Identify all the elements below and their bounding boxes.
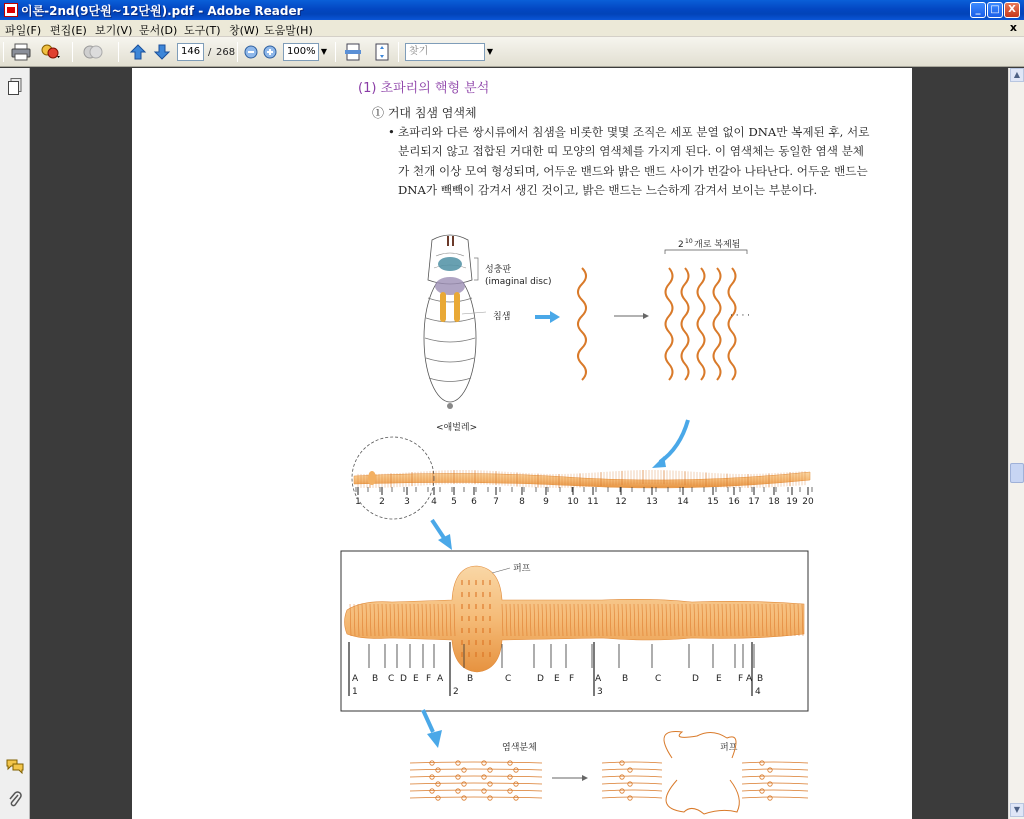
strand-coil (620, 761, 624, 765)
menu-edit[interactable]: 편집(E) (50, 24, 87, 37)
larva-caption: <애벌레> (436, 423, 478, 433)
band-letter: B (467, 674, 474, 684)
detail-arrow (423, 710, 433, 732)
strand-coil (462, 782, 466, 786)
paragraph-line: 초파리와 다른 쌍시류에서 침샘을 비롯한 몇몇 조직은 세포 분열 없이 DNA만 복제된 후, 서로 (398, 125, 870, 139)
strand-coil (514, 768, 518, 772)
paragraph-line: 분리되지 않고 접합된 거대한 띠 모양의 염색체를 가지게 된다. 이 염색체는 동일한 염색 분체 (398, 144, 864, 158)
zoom-in-icon[interactable] (263, 45, 277, 59)
band-letter: A (746, 674, 753, 684)
strand (410, 783, 542, 784)
maximize-button[interactable]: □ (987, 2, 1003, 18)
chromosome-figure (132, 68, 912, 819)
replication-label-base: 2 (678, 240, 684, 250)
toolbar (0, 37, 1024, 67)
chromatid-label: 염색분체 (502, 743, 537, 753)
division-number: 15 (707, 497, 719, 507)
menu-tools[interactable]: 도구(T) (184, 24, 221, 37)
strand-coil (768, 782, 772, 786)
strand (410, 797, 542, 798)
chromatid-strands (410, 761, 808, 800)
document-viewport[interactable] (30, 68, 1008, 819)
division-number: 14 (677, 497, 689, 507)
strand (410, 769, 542, 770)
salivary-gland-label: 침샘 (493, 312, 511, 322)
menu-window[interactable]: 창(W) (229, 24, 260, 37)
strand-coil (482, 761, 486, 765)
division-number: 6 (471, 497, 477, 507)
division-number: 10 (567, 497, 579, 507)
minimize-button[interactable]: _ (970, 2, 986, 18)
larva-illustration (424, 235, 486, 409)
band-letter: D (400, 674, 407, 684)
strand-coil (456, 761, 460, 765)
navigation-pane (0, 68, 30, 819)
band-letter: E (716, 674, 722, 684)
imaginal-disc-label: 성충판 (485, 265, 512, 275)
toolbar-grip (3, 42, 4, 62)
strand (742, 769, 808, 770)
band-letter: F (738, 674, 744, 684)
flow-arrow-head (550, 311, 560, 323)
band-letter: C (388, 674, 395, 684)
strand (602, 762, 662, 763)
band-letter: E (554, 674, 560, 684)
zoom-arrow (432, 520, 444, 538)
strand-coil (620, 789, 624, 793)
paragraph-line: 가 천개 이상 모여 형성되며, 어두운 밴드와 밝은 밴드 사이가 번갈아 나타난다. 어두운 밴드는 (398, 164, 868, 178)
puff-label: 퍼프 (513, 564, 531, 574)
bullet-marker: • (388, 125, 395, 139)
strand-coil (514, 782, 518, 786)
window-title: 이론-2nd(9단원~12단원).pdf - Adobe Reader (21, 4, 303, 18)
band-letter: A (595, 674, 602, 684)
strand-coil (456, 775, 460, 779)
scroll-thumb[interactable] (1010, 463, 1024, 483)
polytene-chromosome (354, 472, 810, 488)
scroll-down-button[interactable]: ▼ (1010, 803, 1024, 817)
division-number: 18 (768, 497, 780, 507)
single-chromatid (578, 268, 586, 380)
zoom-level-select[interactable]: 100% (283, 43, 319, 61)
search-input[interactable]: 찾기 (405, 43, 485, 61)
band-letter: B (757, 674, 764, 684)
division-number: 17 (748, 497, 760, 507)
strand (742, 762, 808, 763)
subsection-heading: ① 거대 침샘 염색체 (372, 106, 477, 120)
search-dropdown-arrow[interactable]: ▼ (486, 47, 494, 56)
division-number: 20 (802, 497, 814, 507)
strand-coil (462, 768, 466, 772)
curved-arrow-head (652, 456, 666, 468)
strand-coil (628, 768, 632, 772)
zoom-dropdown-arrow[interactable]: ▼ (320, 47, 328, 56)
toolbar-separator (335, 42, 336, 62)
imaginal-disc-label-en: (imaginal disc) (485, 277, 552, 287)
page-separator: / (208, 47, 212, 58)
prev-page-icon[interactable] (129, 43, 147, 61)
strand-coil (628, 782, 632, 786)
menu-file[interactable]: 파일(F) (5, 24, 42, 37)
collaborate-icon[interactable] (40, 43, 62, 61)
vertical-scrollbar[interactable] (1008, 68, 1024, 819)
section-heading: (1) 초파리의 핵형 분석 (358, 81, 490, 96)
strand-coil (462, 796, 466, 800)
strand-coil (430, 789, 434, 793)
scroll-up-button[interactable]: ▲ (1010, 68, 1024, 82)
chromatid (698, 268, 705, 380)
division-number: 9 (543, 497, 549, 507)
strand-coil (482, 775, 486, 779)
zoom-out-icon[interactable] (244, 45, 258, 59)
strand-coil (620, 775, 624, 779)
band-letter: B (372, 674, 379, 684)
division-number: 3 (404, 497, 410, 507)
band-letter: D (692, 674, 699, 684)
polytene-centromere (368, 471, 376, 485)
adobe-reader-app-icon (4, 3, 18, 17)
chromatid (682, 268, 689, 380)
strand-coil (508, 775, 512, 779)
strand-coil (760, 761, 764, 765)
division-number: 13 (646, 497, 658, 507)
chromatid (729, 268, 736, 380)
strand-coil (514, 796, 518, 800)
paragraph-line: DNA가 빽빽이 감겨서 생긴 것이고, 밝은 밴드는 느슨하게 감겨서 보이는 부분이다. (398, 183, 818, 197)
division-number: 11 (587, 497, 599, 507)
division-number: 7 (493, 497, 499, 507)
strand-coil (488, 768, 492, 772)
band-letter: B (622, 674, 629, 684)
replicated-chromatids (666, 268, 736, 380)
division-number: 2 (379, 497, 385, 507)
strand-coil (508, 761, 512, 765)
strand (742, 776, 808, 777)
division-number: 16 (728, 497, 740, 507)
division-number: 12 (615, 497, 627, 507)
toolbar-separator (237, 42, 238, 62)
division-number: 19 (786, 497, 798, 507)
menu-help[interactable]: 도움말(H) (264, 24, 313, 37)
puff-label-bottom: 퍼프 (720, 743, 738, 753)
strand (742, 783, 808, 784)
division-number: 4 (431, 497, 437, 507)
division-mark: 2 (453, 687, 459, 697)
band-letter: D (537, 674, 544, 684)
division-mark: 1 (352, 687, 358, 697)
division-number: 8 (519, 497, 525, 507)
strand-coil (628, 796, 632, 800)
strand-coil (488, 796, 492, 800)
share-icon[interactable] (82, 43, 104, 61)
strand (742, 790, 808, 791)
replication-label-exponent: 10 (685, 238, 693, 245)
toolbar-separator (398, 42, 399, 62)
division-number: 5 (451, 497, 457, 507)
division-number: 1 (355, 497, 361, 507)
division-mark: 3 (597, 687, 603, 697)
attachments-paperclip-icon[interactable] (8, 790, 22, 808)
chromatid (714, 268, 721, 380)
toolbar-separator (72, 42, 73, 62)
pdf-page (132, 68, 912, 819)
menu-document[interactable]: 문서(D) (139, 24, 178, 37)
band-letter: F (569, 674, 575, 684)
band-letter: C (505, 674, 512, 684)
ellipsis: · · · · (730, 311, 751, 321)
strand (742, 797, 808, 798)
strand-coil (768, 796, 772, 800)
strand-coil (436, 796, 440, 800)
strand-coil (456, 789, 460, 793)
total-pages: 268 (216, 47, 236, 58)
strand-coil (760, 775, 764, 779)
strand-coil (430, 775, 434, 779)
menu-view[interactable]: 보기(V) (95, 24, 133, 37)
division-mark: 4 (755, 687, 761, 697)
band-letter: A (352, 674, 359, 684)
menu-bar (0, 20, 1024, 37)
band-letter: F (426, 674, 432, 684)
strand-coil (768, 768, 772, 772)
curved-arrow (660, 420, 688, 462)
strand-coil (436, 782, 440, 786)
chromatid (666, 268, 673, 380)
band-letter: E (413, 674, 419, 684)
replication-label-suffix: 개로 복제됨 (694, 240, 741, 250)
title-bar (0, 0, 1024, 20)
strand (602, 790, 662, 791)
band-letter: C (655, 674, 662, 684)
strand-coil (508, 789, 512, 793)
pages-panel-icon[interactable] (8, 78, 22, 96)
strand-coil (482, 789, 486, 793)
strand-coil (760, 789, 764, 793)
fit-width-icon[interactable] (344, 43, 362, 61)
division-scale (354, 487, 814, 507)
comments-panel-icon[interactable] (6, 758, 24, 774)
page-number-input[interactable]: 146 (177, 43, 204, 61)
strand-coil (488, 782, 492, 786)
document-close-button[interactable]: x (1009, 21, 1017, 34)
strand-coil (430, 761, 434, 765)
strand-coil (436, 768, 440, 772)
replication-bracket (665, 250, 747, 254)
band-letter: A (437, 674, 444, 684)
toolbar-separator (118, 42, 119, 62)
close-button[interactable]: X (1004, 2, 1020, 18)
fit-page-icon[interactable] (373, 43, 391, 61)
strand (602, 776, 662, 777)
print-icon[interactable] (10, 43, 32, 61)
detail-arrow-head (427, 730, 442, 748)
next-page-icon[interactable] (153, 43, 171, 61)
